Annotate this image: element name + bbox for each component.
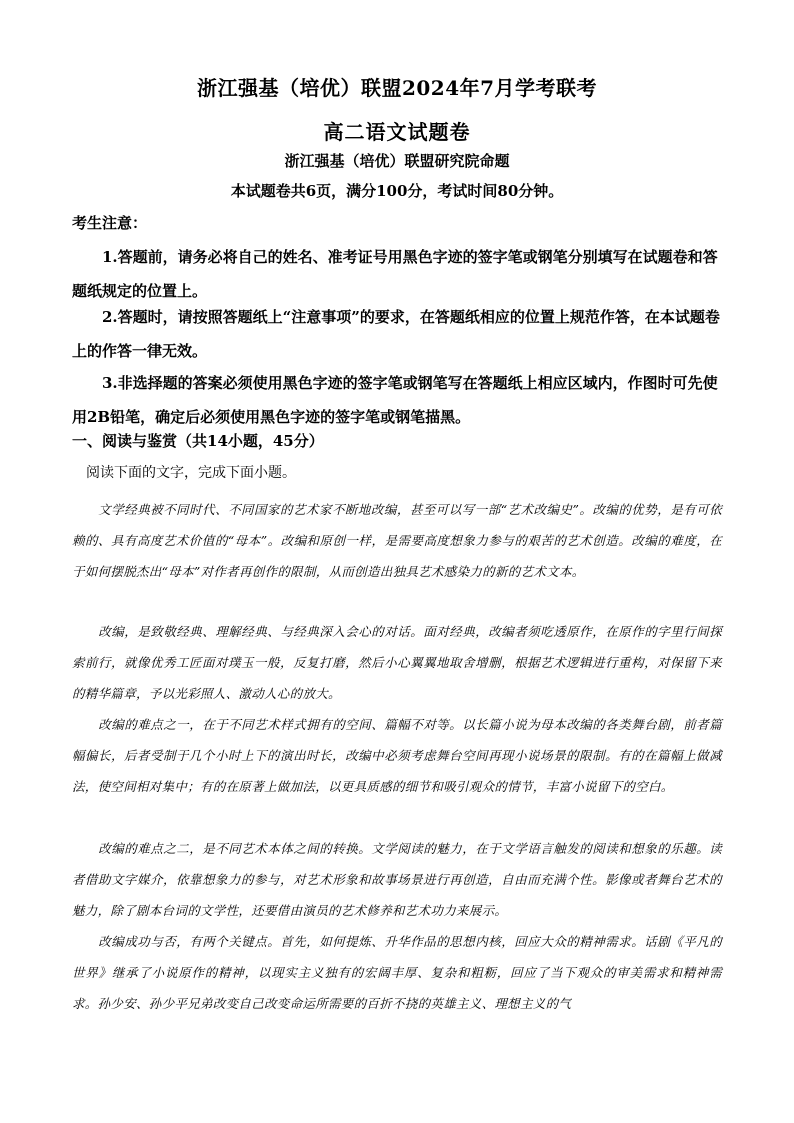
paper-subtitle: 高二语文试题卷 (323, 120, 471, 144)
notice-heading: 考生注意： (72, 214, 148, 232)
author-line: 浙江强基（培优）联盟研究院命题 (284, 152, 510, 170)
exam-info-line: 本试题卷共6页，满分100分，考试时间80分钟。 (230, 182, 564, 200)
essay-paragraph-1: 文学经典被不同时代、不同国家的艺术家不断地改编，甚至可以写一部“艺术改编史”。改编的优势，是有可依赖的、具有高度艺术价值的“母本”。改编和原创一样，是需要高度想象力参与的艰苦的艺术创造。改编的难度，在于如何摆脱杰出“母本”对作者再创作的限制，从而创造出独具艺术感染力的新的艺术文本。 (72, 502, 722, 579)
notice-item-1: 1.答题前，请务必将自己的姓名、准考证号用黑色字迹的签字笔或钢笔分别填写在试题卷和答题纸规定的位置上。 (72, 248, 718, 300)
reading-instruction: 阅读下面的文字，完成下面小题。 (86, 465, 296, 481)
essay-paragraph-2: 改编，是致敬经典、理解经典、与经典深入会心的对话。面对经典，改编者须吃透原作，在原作的字里行间探索前行，就像优秀工匠面对璞玉一般，反复打磨，然后小心翼翼地取舍增删，根据艺术逻辑进行重构，对保留下来的精华篇章，予以光彩照人、激动人心的放大。 (72, 624, 722, 701)
exam-title: 浙江强基（培优）联盟2024年7月学考联考 (196, 76, 598, 100)
essay-paragraph-4: 改编的难点之二，是不同艺术本体之间的转换。文学阅读的魅力，在于文学语言触发的阅读和想象的乐趣。读者借助文字媒介，依靠想象力的参与，对艺术形象和故事场景进行再创造，自由而充满个性。影像或者舞台艺术的魅力，除了剧本台词的文学性，还要借由演员的艺术修养和艺术功力来展示。 (72, 841, 722, 918)
notice-item-2: 2.答题时，请按照答题纸上“注意事项”的要求，在答题纸相应的位置上规范作答，在本试题卷上的作答一律无效。 (72, 308, 720, 360)
essay-paragraph-5: 改编成功与否，有两个关键点。首先，如何提炼、升华作品的思想内核，回应大众的精神需求。话剧《平凡的世界》继承了小说原作的精神，以现实主义独有的宏阔丰厚、复杂和粗粝，回应了当下观众的审美需求和精神需求。孙少安、孙少平兄弟改变自己改变命运所需要的百折不挠的英雄主义、理想主义的气 (72, 934, 722, 1011)
essay-paragraph-3: 改编的难点之一，在于不同艺术样式拥有的空间、篇幅不对等。以长篇小说为母本改编的各类舞台剧，前者篇幅偏长，后者受制于几个小时上下的演出时长，改编中必须考虑舞台空间再现小说场景的限制。有的在篇幅上做减法，使空间相对集中；有的在原著上做加法，以更具质感的细节和吸引观众的情节，丰富小说留下的空白。 (72, 717, 722, 794)
notice-item-3: 3.非选择题的答案必须使用黑色字迹的签字笔或钢笔写在答题纸上相应区域内，作图时可先使用2B铅笔，确定后必须使用黑色字迹的签字笔或钢笔描黑。 (72, 374, 718, 426)
section-heading: 一、阅读与鉴赏（共14小题，45分） (72, 432, 324, 450)
